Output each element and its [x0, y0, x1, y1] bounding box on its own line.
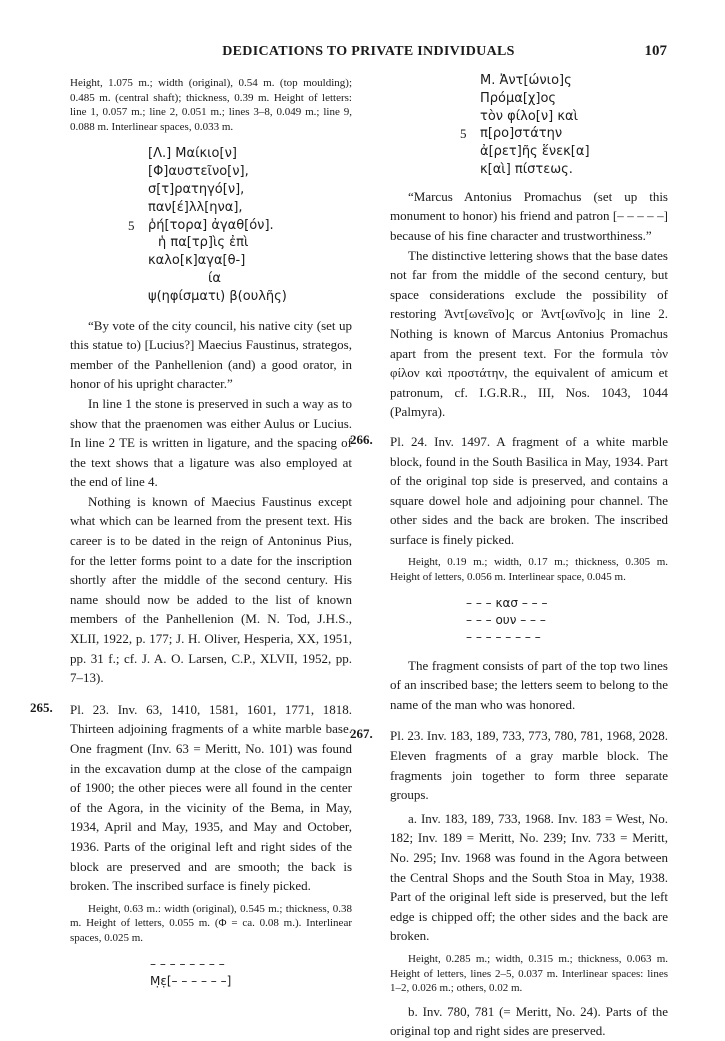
- inscription-text: [460, 72, 668, 179]
- entry-description: Pl. 23. Inv. 183, 189, 733, 773, 780, 781, 1968, 2028. Eleven fragments of a gray marble block. The fragments join together to form three separate groups.: [390, 728, 668, 803]
- fragment-line: – – – ουν – – –: [466, 612, 546, 627]
- entry-number: 266.: [350, 431, 373, 447]
- entry-measurements: Height, 0.285 m.; width, 0.315 m.; thickness, 0.063 m. Height of letters, lines 2–5, 0.037 m. Interlinear spaces: lines 1–2, 0.026 m.; others, 0.02 m.: [390, 952, 668, 995]
- inscription-line: καλο[κ]αγα[θ-]: [148, 253, 246, 269]
- fragment-line: – – – κασ – – –: [466, 595, 548, 610]
- entry-subsection-a: a. Inv. 183, 189, 733, 1968. Inv. 183 = West, No. 182; Inv. 189 = Meritt, No. 239; Inv. 733 = Meritt, No. 295; Inv. 1968 was found in the Agora between the Central Shops and the South Stoa in May, 1938. Part of the original left side is preserved, but the left edge is chipped off; the other sides and the back are broken.: [390, 810, 668, 944]
- inscription-line: Πρόμα[χ]ος: [480, 90, 557, 106]
- inscription-line: [Φ]αυστεῖνο[ν],: [148, 164, 249, 180]
- entry-265: [30, 699, 352, 896]
- entry-number: 267.: [350, 726, 373, 742]
- translation-paragraph: “Marcus Antonius Promachus (set up this monument to honor) his friend and patron [– – – – –] because of his fine character and trustworthiness.”: [390, 188, 668, 243]
- entry-subsection-b: b. Inv. 780, 781 (= Meritt, No. 24). Parts of the original top and right sides are preserved.: [390, 1003, 668, 1039]
- fragment-line: – – – – – – – –: [150, 956, 225, 971]
- inscription-line-text: ῥή[τορα] ἀγαθ[όν].: [148, 217, 274, 233]
- inscription-line: κ[αὶ] πίστεως.: [480, 161, 573, 177]
- inscription-line: ἀ[ρετ]ῆς ἕνεκ[α]: [480, 144, 590, 160]
- commentary-paragraph: The fragment consists of part of the top two lines of an inscribed base; the letters seem to belong to the name of the man who was honored.: [390, 657, 668, 712]
- entry-description: Pl. 24. Inv. 1497. A fragment of a white marble block, found in the South Basilica in May, 1934. Part of the original top side is preserved, and contains a square dowel hole and adjoining pour channel. The other sides and the back are broken. The inscribed surface is finely picked.: [390, 433, 668, 547]
- fragment-text: [466, 595, 668, 646]
- inscription-line-text: π[ρο]στάτην: [480, 126, 563, 142]
- inscription-line: ία: [208, 270, 221, 286]
- entry-number: 265.: [30, 699, 53, 715]
- entry-266: [350, 431, 668, 550]
- inscription-line-5: [460, 125, 668, 143]
- commentary-paragraph: The distinctive lettering shows that the base dates not far from the middle of the second century, but space considerations exclude the possibility of restoring Ἀντ[ωνεῖνο]ς or Ἀντ[ωνῖνο]ς in line 2. Nothing is known of Marcus Antonius Promachus apart from the present text. For the formula τὸν φίλον καὶ προστάτην, the equivalent of amicum et patronum, cf. I.G.R.R., III, Nos. 1043, 1044 (Palmyra).: [390, 247, 668, 420]
- line-number: 5: [128, 217, 135, 233]
- entry-measurements: Height, 0.19 m.; width, 0.17 m.; thickness, 0.305 m. Height of letters, 0.056 m. Interlinear space, 0.045 m.: [390, 556, 668, 584]
- page-number: 107: [644, 43, 667, 59]
- inscription-text: [128, 145, 352, 305]
- entry-description: Pl. 23. Inv. 63, 1410, 1581, 1601, 1771, 1818. Thirteen adjoining fragments of a white marble base. One fragment (Inv. 63 = Meritt, No. 101) was found in the excavation dump at the close of the campaign of 1900; the other pieces were all found in the center of the Agora, in the vicinity of the Bema, in May, 1934, April and May, 1935, and May and October, 1936. Parts of the original left and right sides of the block are preserved and are smooth; the back is broken. The inscribed surface is finely picked.: [70, 701, 352, 894]
- inscription-line: Μ. Ἀντ[ώνιο]ς: [480, 73, 572, 88]
- fragment-line: Μ̣ε̣[– – – – – –]: [150, 973, 232, 988]
- entry-measurements: Height, 0.63 m.: width (original), 0.545 m.; thickness, 0.38 m. Height of letters, 0.055 m. (Φ = ca. 0.08 m.). Interlinear spaces, 0.025 m.: [70, 902, 352, 944]
- fragment-text: [150, 956, 352, 990]
- commentary-paragraph: In line 1 the stone is preserved in such a way as to show that the praenomen was either Aulus or Lucius. In line 2 TE is written in ligature, and the spacing of the text shows that a ligature was also employed at the end of line 4.: [70, 395, 352, 490]
- left-column: [30, 76, 352, 990]
- inscription-line: [Λ.] Μαίκιο[ν]: [148, 146, 237, 162]
- inscription-line-5: [128, 217, 352, 235]
- commentary-paragraph: Nothing is known of Maecius Faustinus except what which can be learned from the present text. His career is to be dated in the reign of Antoninus Pius, for the letter forms point to a date for the inscription shortly after the middle of the second century. His name should now be added to the list of known members of the Panhellenion (M. N. Tod, J.H.S., XLII, 1922, p. 177; J. H. Oliver, Hesperia, XX, 1951, pp. 31 f.; cf. J. A. O. Larsen, C.P., XLVII, 1952, pp. 7–13).: [70, 493, 352, 686]
- running-title: DEDICATIONS TO PRIVATE INDIVIDUALS: [222, 44, 515, 59]
- line-number: 5: [460, 126, 467, 142]
- inscription-line: ἡ πα[τρ]ὶς ἐπὶ: [158, 235, 249, 251]
- entry-267: [350, 726, 668, 804]
- fragment-line: – – – – – – – –: [466, 629, 541, 644]
- translation-paragraph: “By vote of the city council, his native city (set up this statue to) [Lucius?] Maecius Faustinus, strategos, member of the Panhellenion (and) a good orator, in honor of his upright character.”: [70, 317, 352, 392]
- inscription-measurements: Height, 1.075 m.; width (original), 0.54 m. (top moulding); 0.485 m. (central shaft); thickness, 0.39 m. Height of letters: line 1, 0.057 m.; line 2, 0.051 m.; lines 3–8, 0.049 m.; line 9, 0.088 m. Interlinear spaces, 0.033 m.: [70, 77, 352, 133]
- inscription-line: ψ(ηφίσματι) β(ουλῆς): [148, 288, 287, 304]
- inscription-line: τὸν φίλο[ν] καὶ: [480, 108, 578, 124]
- running-header: [70, 44, 667, 64]
- inscription-line: παν[έ]λλ[ηνα],: [148, 199, 243, 215]
- right-column: [350, 73, 668, 1041]
- inscription-line: σ[τ]ρατηγό[ν],: [148, 181, 245, 197]
